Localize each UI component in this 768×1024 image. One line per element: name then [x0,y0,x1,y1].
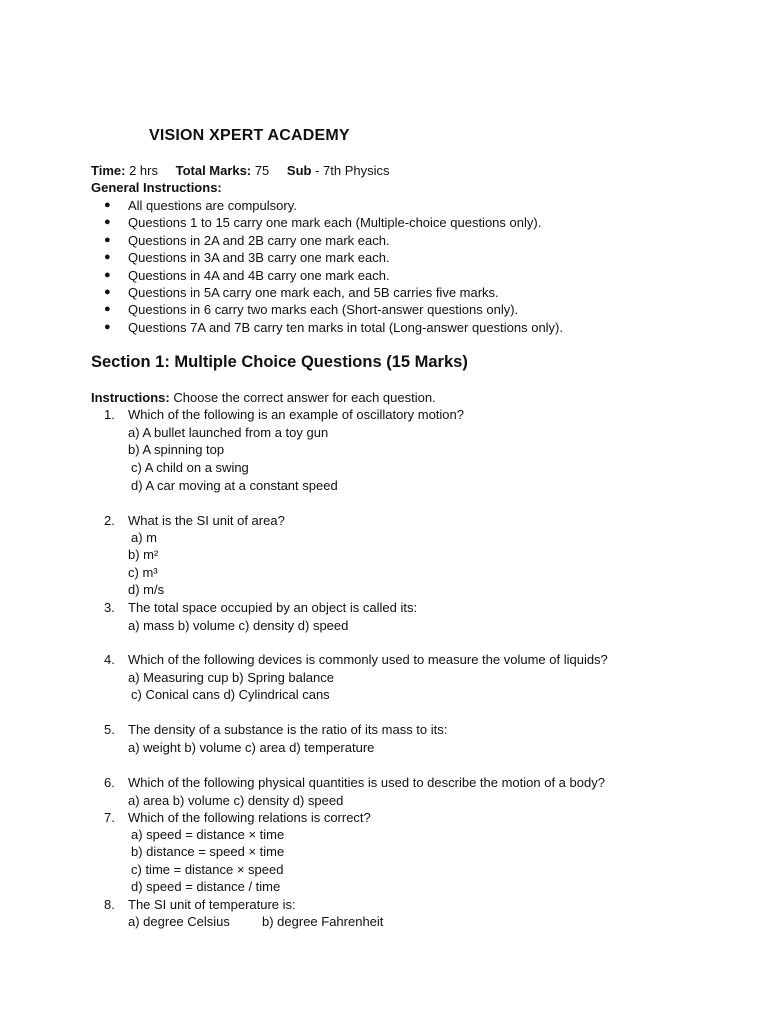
answer-option: c) m³ [128,565,158,580]
instructions-label: Instructions: [91,390,170,405]
instruction-item: ● Questions in 3A and 3B carry one mark each. [104,250,390,266]
answer-option: c) A child on a swing [131,460,249,475]
bullet-icon: ● [104,285,111,298]
question-text: Which of the following physical quantities is used to describe the motion of a body? [128,775,605,790]
instruction-item: ● Questions 7A and 7B carry ten marks in total (Long-answer questions only). [104,319,563,335]
page-title: VISION XPERT ACADEMY [149,127,350,144]
answer-option: d) speed = distance / time [131,879,281,894]
instruction-item: ● Questions 1 to 15 carry one mark each (Multiple-choice questions only). [104,215,542,231]
question-text: The total space occupied by an object is called its: [128,600,418,615]
answer-option: d) A car moving at a constant speed [131,478,338,493]
answer-option: c) time = distance × speed [131,862,284,877]
instruction-item: ● Questions in 4A and 4B carry one mark each. [104,267,390,283]
bullet-icon: ● [104,233,111,246]
question-number: 5. [104,722,115,737]
instruction-item: ● Questions in 5A carry one mark each, and 5B carries five marks. [104,284,499,300]
question-number: 2. [104,513,115,528]
bullet-icon: ● [104,303,111,316]
subject-label: Sub [286,163,312,178]
answer-option: a) degree Celsius [128,914,230,929]
time-label: Time: [91,163,126,178]
answer-option: b) m² [128,547,159,562]
question-text: Which of the following devices is commonly used to measure the volume of liquids? [128,652,608,667]
subject-value: - 7th Physics [315,163,390,178]
general-instructions-label: General Instructions: [91,180,222,195]
answer-option: a) A bullet launched from a toy gun [128,425,329,440]
bullet-icon: ● [104,199,111,211]
question-text: The SI unit of temperature is: [128,897,296,912]
section-instructions [91,389,436,406]
exam-meta [91,162,390,179]
answer-option: d) m/s [128,582,165,597]
question-text: Which of the following relations is correct? [128,810,371,825]
question-text: Which of the following is an example of oscillatory motion? [128,407,464,422]
answer-option: a) m [131,530,157,545]
section-heading: Section 1: Multiple Choice Questions (15 Marks) [91,353,468,371]
instruction-item: ● Questions in 2A and 2B carry one mark each. [104,232,390,248]
instruction-item: ● Questions in 6 carry two marks each (Short-answer questions only). [104,302,519,318]
question-number: 8. [104,897,115,912]
answer-option: a) area b) volume c) density d) speed [128,793,344,808]
question-text: What is the SI unit of area? [128,513,285,528]
question-number: 7. [104,810,115,825]
answer-option: b) distance = speed × time [131,844,285,859]
time-value: 2 hrs [129,163,158,178]
instruction-item: ● All questions are compulsory. [104,198,297,213]
bullet-icon: ● [104,320,111,333]
question-number: 6. [104,775,115,790]
answer-option: c) Conical cans d) Cylindrical cans [131,687,330,702]
answer-option: a) Measuring cup b) Spring balance [128,670,334,685]
answer-option: b) A spinning top [128,442,225,457]
bullet-icon: ● [104,216,111,229]
question-number: 1. [104,407,115,422]
question-number: 4. [104,652,115,667]
marks-label: Total Marks: [175,163,252,178]
answer-option: a) speed = distance × time [131,827,285,842]
marks-value: 75 [254,163,270,178]
answer-option: a) mass b) volume c) density d) speed [128,618,349,633]
bullet-icon: ● [104,268,111,281]
instructions-text: Choose the correct answer for each question. [173,390,436,405]
answer-option: b) degree Fahrenheit [262,914,384,929]
question-text: The density of a substance is the ratio of its mass to its: [128,722,448,737]
answer-option: a) weight b) volume c) area d) temperature [128,740,375,755]
general-instructions-list [104,197,563,336]
question-number: 3. [104,600,115,615]
bullet-icon: ● [104,251,111,264]
